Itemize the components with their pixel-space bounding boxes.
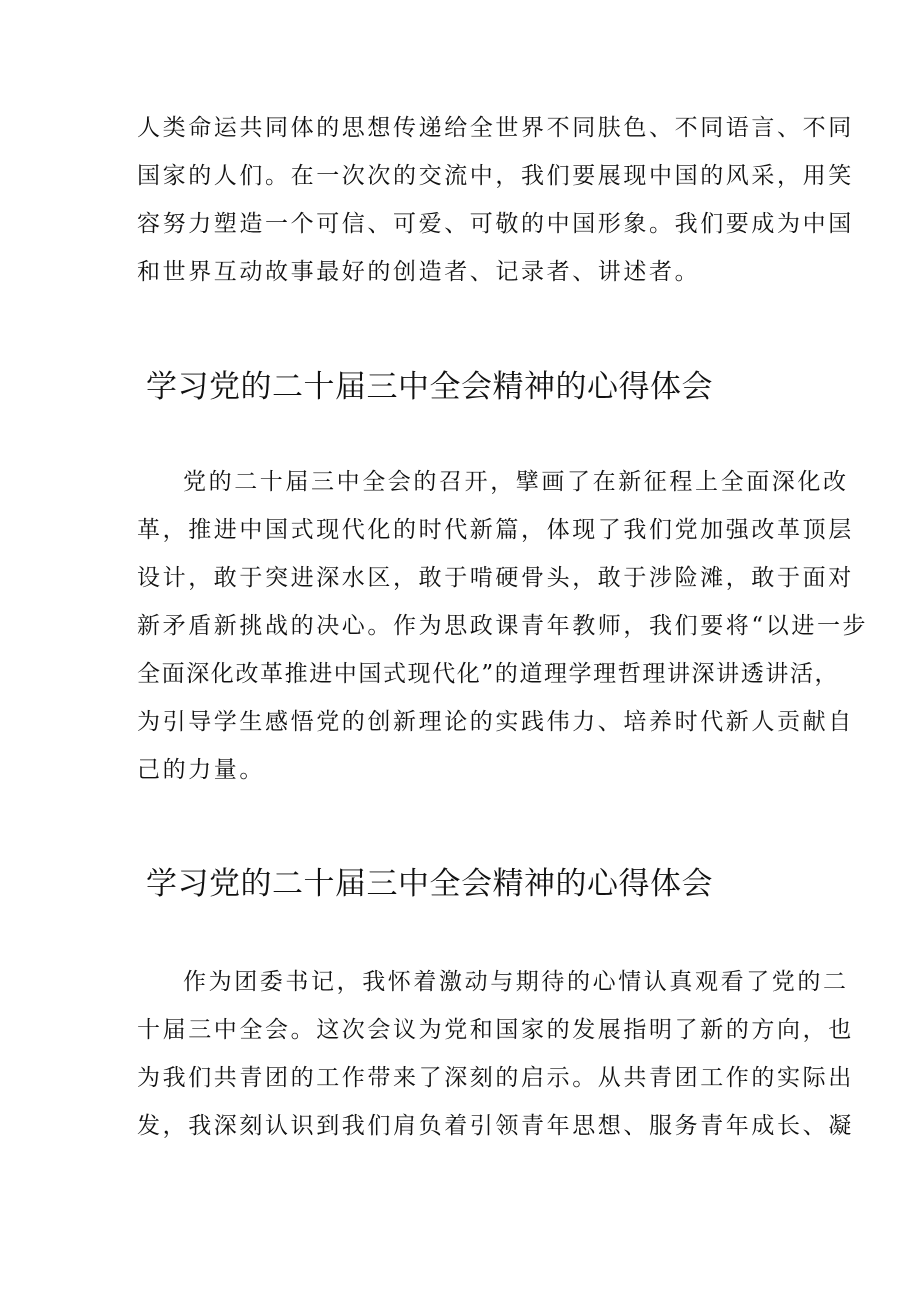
text-line: 十届三中全会。这次会议为党和国家的发展指明了新的方向，也: [137, 1017, 854, 1043]
text-line: 新矛盾新挑战的决心。作为思政课青年教师，我们要将“以进一步: [137, 613, 869, 639]
text-line: 全面深化改革推进中国式现代化”的道理学理哲理讲深讲透讲活，: [137, 661, 840, 687]
text-line: 容努力塑造一个可信、可爱、可敬的中国形象。我们要成为中国: [137, 211, 854, 237]
paragraph-1: [137, 458, 869, 794]
text-line: 作为团委书记，我怀着激动与期待的心情认真观看了党的二: [183, 969, 849, 995]
paragraph-2: [137, 958, 854, 1150]
text-line: 国家的人们。在一次次的交流中，我们要展现中国的风采，用笑: [137, 163, 854, 189]
text-line: 党的二十届三中全会的召开，擘画了在新征程上全面深化改: [183, 469, 849, 495]
text-line: 为我们共青团的工作带来了深刻的启示。从共青团工作的实际出: [137, 1065, 854, 1091]
paragraph-continuation: [137, 104, 854, 296]
text-line: 人类命运共同体的思想传递给全世界不同肤色、不同语言、不同: [137, 115, 854, 141]
text-line: 为引导学生感悟党的创新理论的实践伟力、培养时代新人贡献自: [137, 709, 854, 735]
text-line: 革，推进中国式现代化的时代新篇，体现了我们党加强改革顶层: [137, 517, 854, 543]
text-line: 己的力量。: [137, 757, 265, 783]
text-line: 设计，敢于突进深水区，敢于啃硬骨头，敢于涉险滩，敢于面对: [137, 565, 854, 591]
text-line: 发，我深刻认识到我们肩负着引领青年思想、服务青年成长、凝: [137, 1113, 854, 1139]
text-line: 和世界互动故事最好的创造者、记录者、讲述者。: [137, 259, 701, 285]
section-heading-1: 学习党的二十届三中全会精神的心得体会: [146, 369, 713, 405]
section-heading-2: 学习党的二十届三中全会精神的心得体会: [146, 866, 713, 902]
